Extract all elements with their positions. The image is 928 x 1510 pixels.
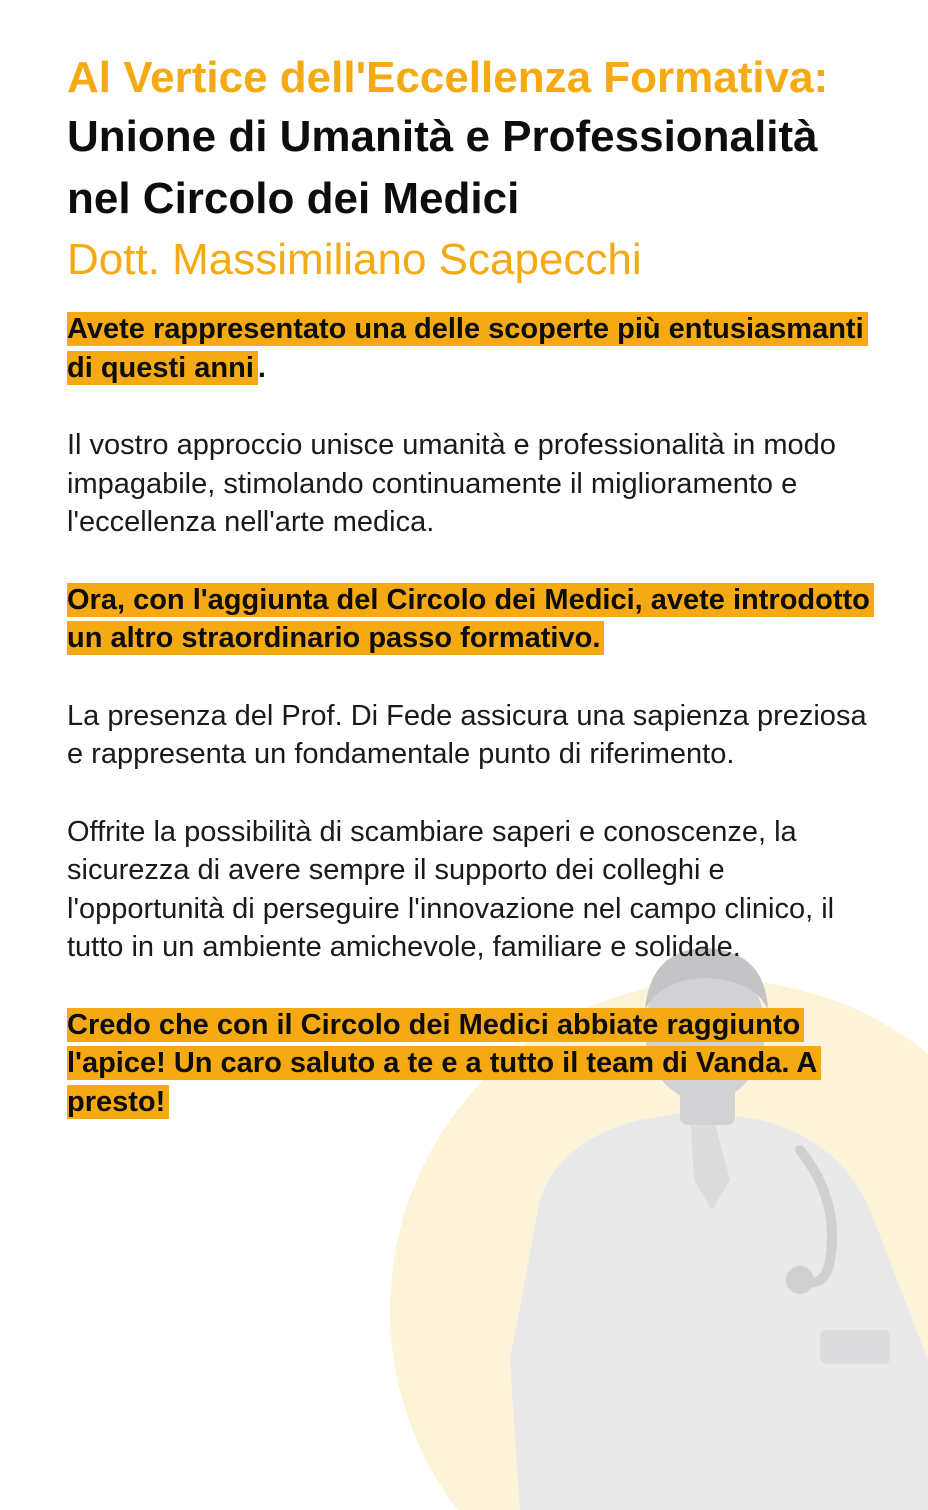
highlight-text: Ora, con l'aggiunta del Circolo dei Medici, avete introdotto un altro straordinario passo formativo.	[67, 583, 874, 656]
body-paragraph-approach: Il vostro approccio unisce umanità e professionalità in modo impagabile, stimolando continuamente il miglioramento e l'eccellenza nell'arte medica.	[67, 429, 836, 538]
article	[67, 52, 887, 1160]
page-title: Unione di Umanità e Professionalità nel Circolo dei Medici	[67, 112, 818, 223]
highlight-paragraph-1	[67, 310, 887, 387]
accent-title: Al Vertice dell'Eccellenza Formativa:	[67, 53, 829, 102]
highlight-tail: .	[257, 351, 266, 384]
highlight-text: Credo che con il Circolo dei Medici abbiate raggiunto l'apice! Un caro saluto a te e a tutto il team di Vanda. A presto!	[67, 1008, 821, 1119]
highlight-paragraph-3	[67, 1006, 887, 1122]
body-paragraph-presence: La presenza del Prof. Di Fede assicura una sapienza preziosa e rappresenta un fondamentale punto di riferimento.	[67, 699, 867, 770]
body-paragraph-offer: Offrite la possibilità di scambiare saperi e conoscenze, la sicurezza di avere sempre il supporto dei colleghi e l'opportunità di perseguire l'innovazione nel campo clinico, il tutto in un ambiente amichevole, familiare e solidale.	[67, 815, 835, 963]
author-name: Dott. Massimiliano Scapecchi	[67, 235, 642, 284]
highlight-paragraph-2	[67, 581, 887, 658]
highlight-text: Avete rappresentato una delle scoperte più entusiasmanti di questi anni	[67, 312, 868, 385]
